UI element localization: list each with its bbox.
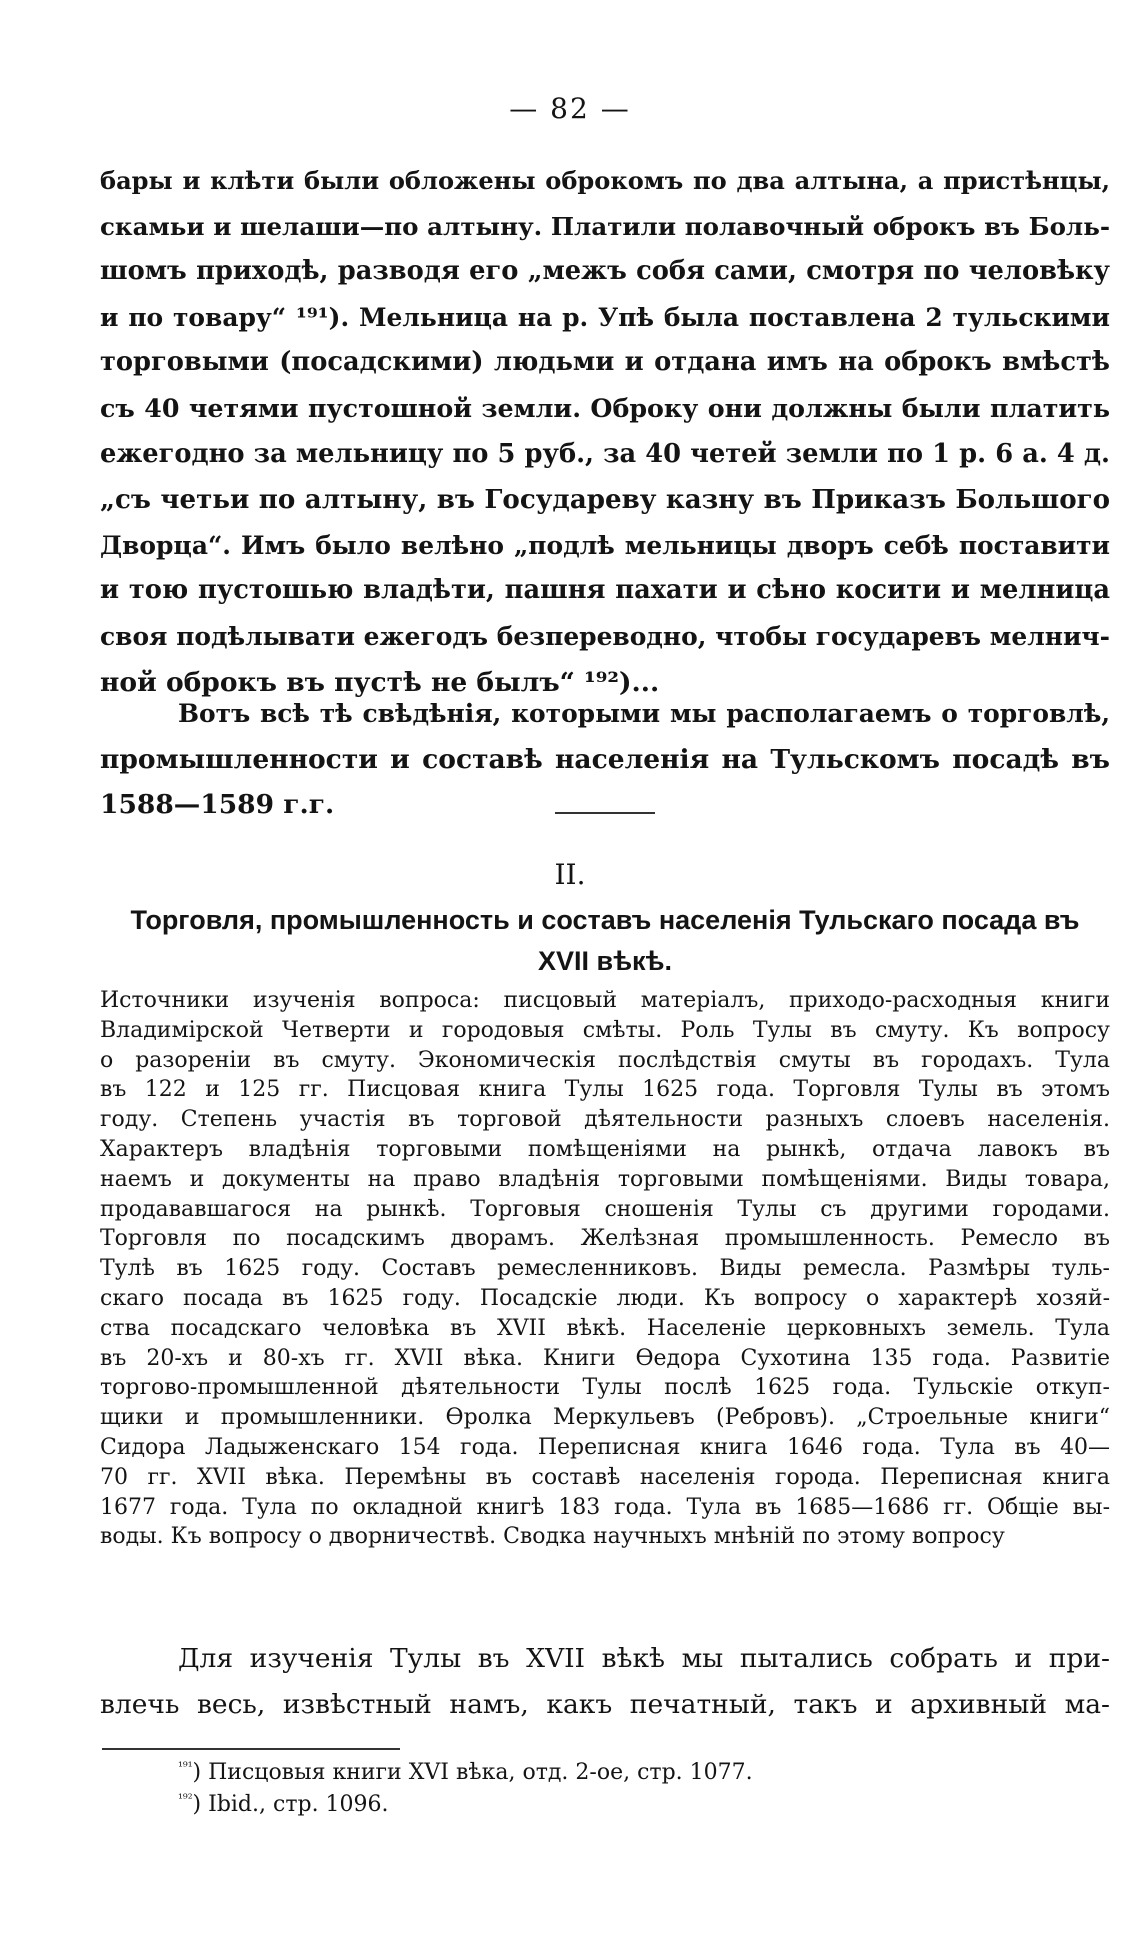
summary-line: Сидора Ладыженскаго 154 года. Переписная книга 1646 года. Тула въ 40— [100,1434,1110,1460]
summary-line: ства посадскаго человѣка въ XVII вѣкѣ. Населеніе церковныхъ земель. Тула [100,1315,1110,1341]
text-line: промышленности и составѣ населенія на Тульскомъ посадѣ въ [100,743,1110,775]
summary-line: 1677 года. Тула по окладной книгѣ 183 года. Тула въ 1685—1686 гг. Общіе вы- [100,1494,1110,1520]
text-line: 1588—1589 г.г. [100,789,335,821]
summary-line: году. Степень участія въ торговой дѣятельности разныхъ слоевъ населенія. [100,1107,1110,1133]
footnote-192 [178,1790,389,1820]
footnote-text: ) Ibid., стр. 1096. [192,1792,389,1817]
page-number: — 82 — [509,92,631,125]
summary-line: Характеръ владѣнія торговыми помѣщеніями на рынкѣ, отдача лавокъ въ [100,1136,1110,1162]
summary-line: Владимірской Четверти и городовыя смѣты. Роль Тулы въ смуту. Къ вопросу [100,1017,1110,1043]
body-paragraph-1 [100,158,1110,705]
chapter-title-line: Торговля, промышленность и составъ населенія Тульскаго посада въ [130,905,1080,935]
chapter-number: II. [554,858,586,891]
text-line: шомъ приходѣ, разводя его „межъ собя сами, смотря по человѣку [100,256,1110,287]
text-line: торговыми (посадскими) людьми и отдана имъ на оброкъ вмѣстѣ [100,347,1110,378]
summary-line: скаго посада въ 1625 году. Посадскіе люди. Къ вопросу о характерѣ хозяй- [100,1285,1110,1311]
body-paragraph-2 [100,691,1110,828]
text-line: Для изученія Тулы въ XVII вѣкѣ мы пытались собрать и при- [178,1643,1110,1674]
summary-line: Источники изученія вопроса: писцовый матеріалъ, приходо-расходныя книги [100,988,1110,1013]
text-line: Вотъ всѣ тѣ свѣдѣнія, которыми мы располагаемъ о торговлѣ, [178,699,1110,728]
text-line: влечь весь, извѣстный намъ, какъ печатный, такъ и архивный ма- [100,1688,1110,1720]
text-line: бары и клѣти были обложены оброкомъ по два алтына, а пристѣнцы, [100,166,1110,195]
body-paragraph-3 [100,1636,1110,1727]
footnote-rule [102,1748,400,1750]
chapter-title [100,900,1110,982]
text-line: своя подѣлывати ежегодъ безпереводно, чтобы государевъ мелнич- [100,621,1110,651]
text-line: ной оброкъ въ пустѣ не былъ“ ¹⁹²)... [100,666,660,698]
summary-line: щики и промышленники. Ѳролка Меркульевъ (Ребровъ). „Строельные книги“ [100,1405,1110,1431]
text-line: скамьи и шелаши—по алтыну. Платили полавочный оброкъ въ Боль- [100,211,1110,241]
text-line: и тою пустошью владѣти, пашня пахати и сѣно косити и мелница [100,575,1110,606]
summary-line: о разореніи въ смуту. Экономическія послѣдствія смуты въ городахъ. Тула [100,1047,1110,1073]
section-divider [555,812,655,814]
summary-line: Тулѣ въ 1625 году. Составъ ремесленниковъ. Виды ремесла. Размѣры туль- [100,1256,1110,1282]
footnote-191 [178,1758,753,1788]
chapter-title-line: XVII вѣкѣ. [537,946,673,976]
text-line: Дворца“. Имъ было велѣно „подлѣ мельницы дворъ себѣ поставити [100,530,1110,560]
summary-line: Торговля по посадскимъ дворамъ. Желѣзная промышленность. Ремесло въ [100,1226,1110,1252]
summary-line: въ 122 и 125 гг. Писцовая книга Тулы 1625 года. Торговля Тулы въ этомъ [100,1077,1110,1103]
summary-line: воды. Къ вопросу о дворничествѣ. Сводка научныхъ мнѣній по этому вопросу [100,1524,1005,1550]
text-line: съ 40 четями пустошной земли. Оброку они должны были платить [100,392,1110,423]
chapter-summary [100,986,1110,1552]
summary-line: наемъ и документы на право владѣнія торговыми помѣщеніями. Виды товара, [100,1166,1110,1192]
footnote-mark: ¹⁹² [178,1791,193,1806]
footnote-text: ) Писцовыя книги XVI вѣка, отд. 2-ое, стр. 1077. [192,1760,753,1785]
text-line: „съ четьи по алтыну, въ Государеву казну въ Приказъ Большого [100,484,1110,516]
summary-line: торгово-промышленной дѣятельности Тулы послѣ 1625 года. Тульскіе откуп- [100,1375,1110,1401]
footnote-mark: ¹⁹¹ [178,1759,193,1774]
text-line: и по товару“ ¹⁹¹). Мельница на р. Упѣ была поставлена 2 тульскими [100,302,1110,332]
text-line: ежегодно за мельницу по 5 руб., за 40 четей земли по 1 р. 6 а. 4 д. [100,438,1110,469]
summary-line: въ 20-хъ и 80-хъ гг. XVII вѣка. Книги Ѳедора Сухотина 135 года. Развитіе [100,1345,1110,1371]
summary-line: 70 гг. XVII вѣка. Перемѣны въ составѣ населенія города. Переписная книга [100,1464,1110,1490]
summary-line: продававшагося на рынкѣ. Торговыя сношенія Тулы съ другими городами. [100,1196,1110,1222]
